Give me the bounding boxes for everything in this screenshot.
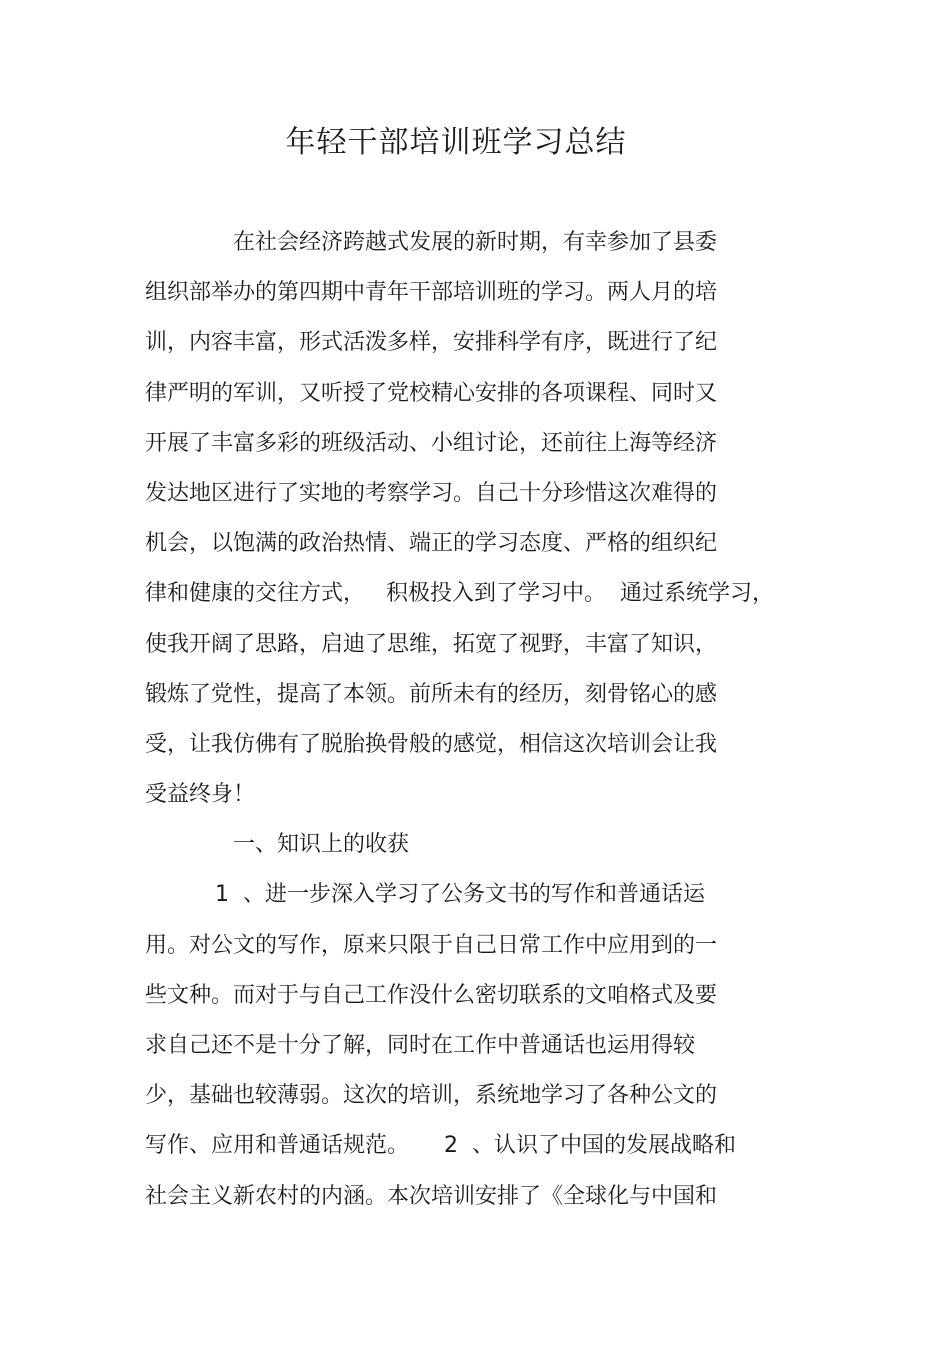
paragraph-line: 机会，以饱满的政治热情、端正的学习态度、严格的组织纪 xyxy=(145,531,718,557)
paragraph-line: 少，基础也较薄弱。这次的培训，系统地学习了各种公文的 xyxy=(145,1083,718,1109)
paragraph-line: 求自己还不是十分了解，同时在工作中普通话也运用得较 xyxy=(145,1033,696,1058)
paragraph-line: 用。对公文的写作，原来只限于自己日常工作中应用到的一 xyxy=(145,932,718,958)
paragraph-line: 1 、进一步深入学习了公务文书的写作和普通话运 xyxy=(215,882,705,908)
paragraph-line: 组织部举办的第四期中青年干部培训班的学习。两人月的培 xyxy=(145,280,718,306)
paragraph-line: 受，让我仿佛有了脱胎换骨般的感觉，相信这次培训会让我 xyxy=(145,731,718,757)
paragraph-line: 使我开阔了思路，启迪了思维，拓宽了视野，丰富了知识， xyxy=(145,631,718,657)
paragraph-line: 些文种。而对于与自己工作没什么密切联系的文咱格式及要 xyxy=(145,982,718,1008)
paragraph-line: 社会主义新农村的内涵。本次培训安排了《全球化与中国和 xyxy=(145,1183,718,1209)
paragraph-line: 受益终身！ xyxy=(145,782,256,808)
document-body xyxy=(145,218,825,1222)
paragraph-line: 写作、应用和普通话规范。 2 、认识了中国的发展战略和 xyxy=(145,1133,736,1159)
paragraph-line: 在社会经济跨越式发展的新时期，有幸参加了县委 xyxy=(233,230,718,255)
paragraph-line: 锻炼了党性，提高了本领。前所未有的经历，刻骨铭心的感 xyxy=(145,681,718,707)
section-heading: 一、知识上的收获 xyxy=(233,832,410,858)
paragraph-line: 开展了丰富多彩的班级活动、小组讨论，还前往上海等经济 xyxy=(145,430,718,456)
paragraph-line: 发达地区进行了实地的考察学习。自己十分珍惜这次难得的 xyxy=(145,480,718,506)
paragraph-line: 律和健康的交往方式， 积极投入到了学习中。 通过系统学习， xyxy=(145,581,774,607)
document-title: 年轻干部培训班学习总结 xyxy=(285,125,627,160)
paragraph-line: 训，内容丰富，形式活泼多样，安排科学有序，既进行了纪 xyxy=(145,330,718,356)
paragraph-line: 律严明的军训，又听授了党校精心安排的各项课程、同时又 xyxy=(145,380,718,406)
